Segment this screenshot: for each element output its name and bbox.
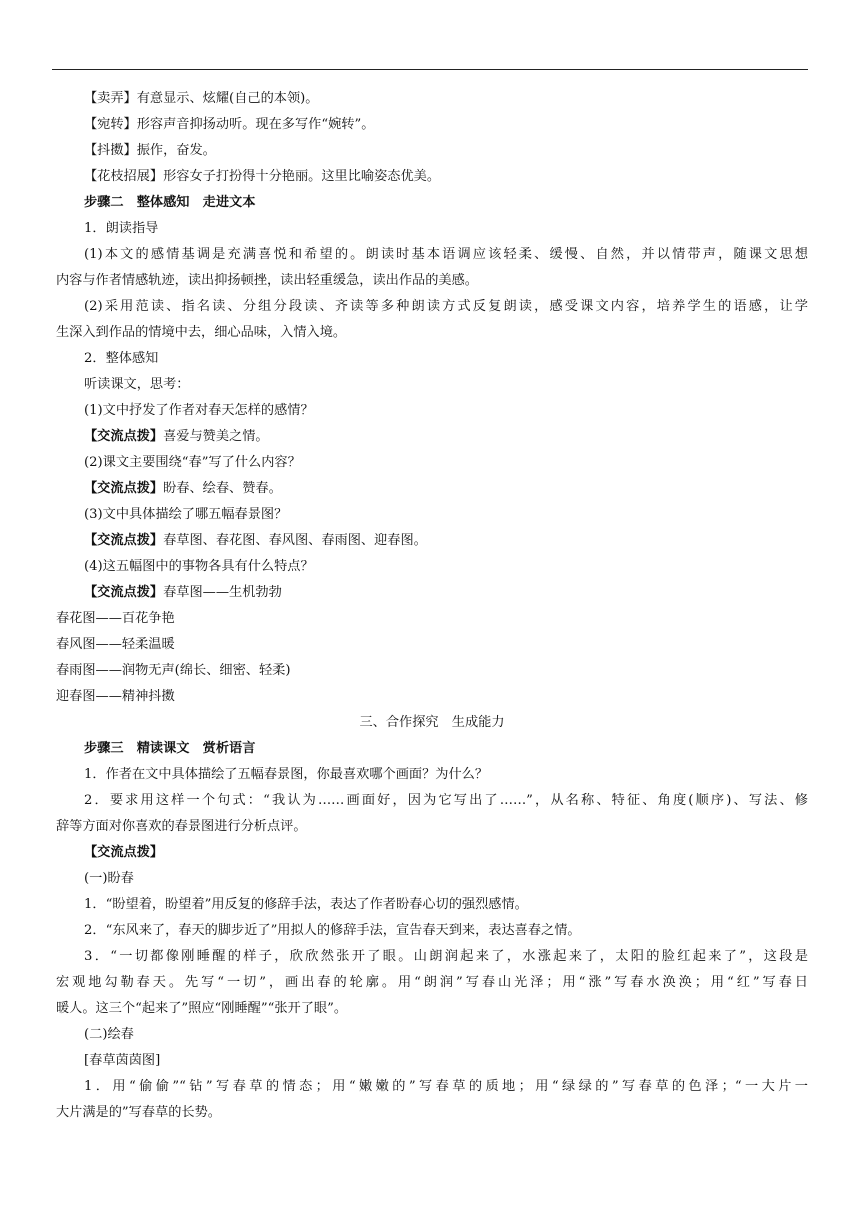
question-line: (1)文中抒发了作者对春天怎样的感情？ [84, 403, 314, 418]
question-line: (2)课文主要围绕“春”写了什么内容？ [84, 455, 301, 470]
answer-label: 【交流点拨】 [84, 481, 164, 496]
subsection-heading: [春草茵茵图] [84, 1053, 161, 1068]
answer-label: 【交流点拨】 [84, 429, 164, 444]
list-item: 春花图——百花争艳 [56, 611, 175, 626]
paragraph-line: 2．“东风来了，春天的脚步近了”用拟人的修辞手法，宣告春天到来，表达喜春之情。 [84, 923, 581, 938]
step-two-heading: 步骤二 整体感知 走进文本 [84, 195, 256, 210]
answer-line [56, 528, 808, 554]
answer-text: 喜爱与赞美之情。 [163, 429, 269, 444]
answer-text: 春草图、春花图、春风图、春雨图、迎春图。 [163, 533, 427, 548]
answer-text: 春草图——生机勃勃 [163, 585, 282, 600]
list-item: 迎春图——精神抖擞 [56, 689, 175, 704]
answer-line [56, 424, 808, 450]
paragraph-line: 宏观地勾勒春天。先写“一切”，画出春的轮廓。用“朗润”写春山光泽；用“涨”写春水涣涣；用“红”写春日 [56, 975, 808, 990]
definition-huazhizhaozhan: 【花枝招展】形容女子打扮得十分艳丽。这里比喻姿态优美。 [84, 169, 441, 184]
list-item: 春风图——轻柔温暖 [56, 637, 175, 652]
paragraph-line: 1．“盼望着，盼望着”用反复的修辞手法，表达了作者盼春心切的强烈感情。 [84, 897, 528, 912]
paragraph-line: 辞等方面对你喜欢的春景图进行分析点评。 [56, 819, 307, 834]
paragraph-line: 暖人。这三个“起来了”照应“刚睡醒”“张开了眼”。 [56, 1001, 348, 1016]
paragraph-line: 听读课文，思考： [84, 377, 190, 392]
paragraph-line: 生深入到作品的情境中去，细心品味，入情入境。 [56, 325, 347, 340]
paragraph-line: 1．作者在文中具体描绘了五幅春景图，你最喜欢哪个画面？为什么？ [84, 767, 489, 782]
overall-perception-heading: 2．整体感知 [84, 351, 159, 366]
answer-label: 【交流点拨】 [84, 585, 164, 600]
question-line: (3)文中具体描绘了哪五幅春景图？ [84, 507, 288, 522]
definition-mainong: 【卖弄】有意显示、炫耀(自己的本领)。 [84, 91, 319, 106]
step-three-heading: 步骤三 精读课文 赏析语言 [84, 741, 256, 756]
definition-dousou: 【抖擞】振作，奋发。 [84, 143, 216, 158]
question-line: (4)这五幅图中的事物各具有什么特点？ [84, 559, 314, 574]
answer-label: 【交流点拨】 [84, 533, 164, 548]
definition-wanzhuan: 【宛转】形容声音抑扬动听。现在多写作“婉转”。 [84, 117, 375, 132]
header-rule [52, 69, 808, 70]
paragraph-line: 大片满是的”写春草的长势。 [56, 1105, 221, 1120]
document-page [56, 86, 808, 1126]
paragraph-line: 3．“一切都像刚睡醒的样子，欣欣然张开了眼。山朗润起来了，水涨起来了，太阳的脸红起来了”，这段是 [84, 949, 808, 964]
paragraph-line: (2)采用范读、指名读、分组分段读、齐读等多种朗读方式反复朗读，感受课文内容，培养学生的语感，让学 [84, 299, 808, 314]
discussion-heading: 【交流点拨】 [84, 845, 164, 860]
answer-line [56, 476, 808, 502]
paragraph-line: (1)本文的感情基调是充满喜悦和希望的。朗读时基本语调应该轻柔、缓慢、自然，并以情带声，随课文思想 [84, 247, 808, 262]
paragraph-line: 1．用“偷偷”“钻”写春草的情态；用“嫩嫩的”写春草的质地；用“绿绿的”写春草的色泽；“一大片一 [84, 1079, 808, 1094]
subsection-heading: (一)盼春 [84, 871, 134, 886]
answer-text: 盼春、绘春、赞春。 [163, 481, 282, 496]
reading-guide-heading: 1．朗读指导 [84, 221, 159, 236]
paragraph-line: 2．要求用这样一个句式：“我认为……画面好，因为它写出了……”，从名称、特征、角度(顺序)、写法、修 [84, 793, 808, 808]
list-item: 春雨图——润物无声(绵长、细密、轻柔) [56, 663, 291, 678]
subsection-heading: (二)绘春 [84, 1027, 134, 1042]
section-three-heading: 三、合作探究 生成能力 [359, 715, 505, 730]
paragraph-line: 内容与作者情感轨迹，读出抑扬顿挫，读出轻重缓急，读出作品的美感。 [56, 273, 478, 288]
answer-line [56, 580, 808, 606]
